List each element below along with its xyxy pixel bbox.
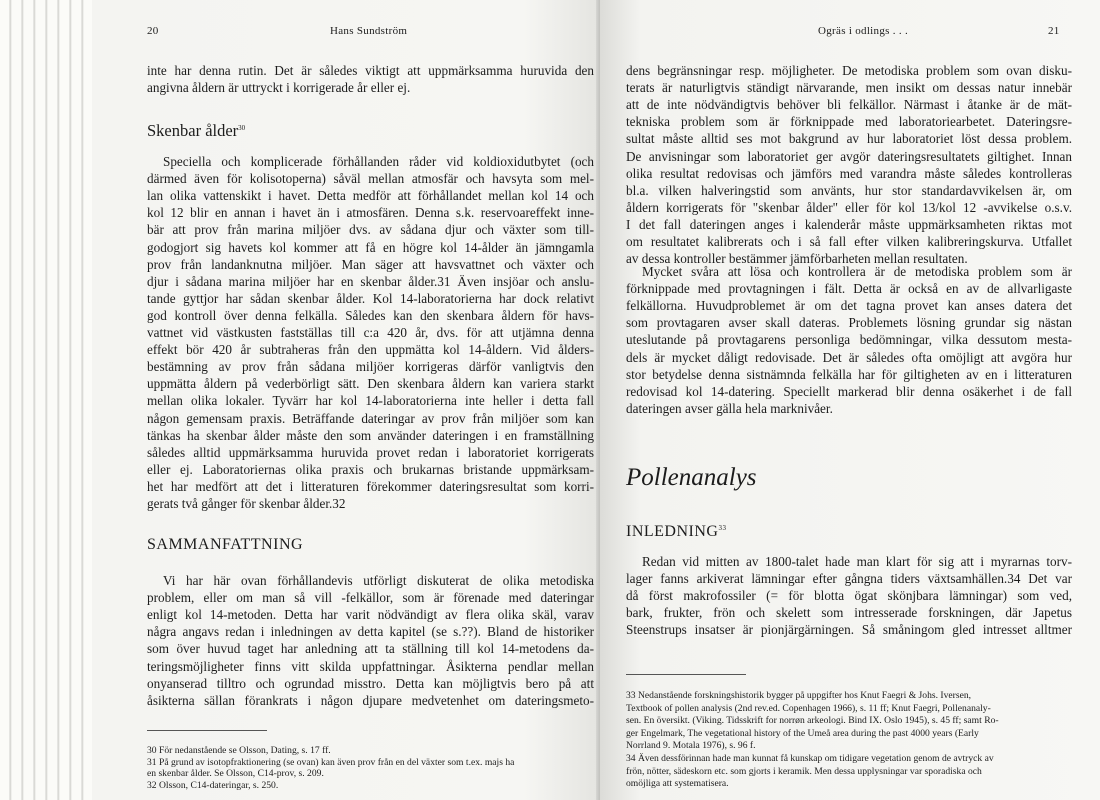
- text-line: förknippade med provtagningen i fält. Detta är också en av de allvarligaste: [626, 281, 1072, 297]
- text-line: om resultatet kalibrerats och i så fall efter vilken kalibreringskurva. Utfallet: [626, 234, 1072, 249]
- section-heading-sammanfattning: SAMMANFATTNING: [147, 536, 304, 553]
- footnote-line: en skenbar ålder. Se Olsson, C14-prov, s. 209.: [147, 768, 324, 780]
- text-line: redovisad kol 14-datering. Speciellt markerad blir denna osäkerhet i de fall: [626, 383, 1072, 399]
- text-line: dateringen avser gälla hela marknivåer.: [626, 400, 833, 416]
- text-line: uteslutande på provtagarens personliga bedömningar, vilka dessutom mesta-: [626, 332, 1072, 348]
- text-line: Vi har här ovan förhållandevis utförligt diskuterat de olika metodiska: [163, 573, 594, 588]
- footnote-line: 30 För nedanstående se Olsson, Dating, s. 17 ff.: [147, 745, 331, 756]
- left-page: [92, 0, 600, 800]
- footnote-line: Textbook of pollen analysis (2nd rev.ed. Copenhagen 1966), s. 11 ff; Knut Faegri, Pollenanaly-: [626, 702, 991, 714]
- text-line: åsikterna sällan förankrats i någon djupare medvetenhet om dateringsmeto-: [147, 692, 594, 708]
- text-line: felkällorna. Huvudproblemet är om det tagna provet kan anses datera det: [626, 298, 1072, 314]
- text-line: bestämning av prov från sådana miljöer korrigeras därför vanligtvis den: [147, 359, 594, 375]
- right-page-number: 21: [1048, 25, 1060, 37]
- text-line: gerats två gånger för skenbar ålder.32: [147, 496, 346, 511]
- text-line: således alltid uppmärksamma huruvida provet redan i laboratoriet korrigerats: [147, 444, 594, 460]
- footnote-line: omöjliga att systematisera.: [626, 778, 729, 790]
- text-line: som över huvud taget har anledning att ta ställning till kol 14-metodens da-: [147, 641, 594, 657]
- heading-text: Skenbar ålder: [147, 121, 239, 140]
- footnote-line: Norrland 9. Motala 1976), s. 96 f.: [626, 740, 756, 752]
- text-line: teringsmöjligheter finns vitt skilda uppfattningar. Åsikterna pendlar mellan: [147, 658, 594, 674]
- text-line: mellan olika lokaler. Tyvärr har kol 14-laboratorierna inte heller i detta fall: [147, 393, 594, 409]
- text-line: lager fanns arkiverat lämningar efter gångna tiders växtsamhällen.34 Det var: [626, 571, 1072, 587]
- footnote-divider: [626, 674, 746, 675]
- text-line: angivna åldern är uttryckt i korrigerade år eller ej.: [147, 80, 411, 95]
- footnote-line: sen. En översikt. (Viking. Tidsskrift for norrøn arkeologi. Bind IX. Oslo 1945), s. 45 ff; samt Ro-: [626, 715, 999, 727]
- text-line: att de inte nödvändigtvis behöver bli felkällor. Närmast i åtanke är de mät-: [626, 97, 1072, 113]
- text-line: kol 12 blir en annan i havet än i atmosfären. Denna s.k. reservoareffekt inne-: [147, 205, 594, 221]
- text-line: god kontroll över denna felkälla. Således kan den skenbara åldern för havs-: [147, 307, 594, 323]
- text-line: uppmätta åldern på vederbörligt sätt. Den skenbara åldern kan variera starkt: [147, 376, 594, 392]
- text-line: onyanserad tilltro och ogrundad misstro. Detta kan möjligtvis bero på att: [147, 675, 594, 691]
- right-page: [600, 0, 1100, 800]
- footnote-line: ger Engelmark, The vegetational history of the Umeå area during the past 4000 years (Early: [626, 727, 979, 739]
- text-line: eller ej. Laboratoriernas olika praxis och brukarnas bristande uppmärksam-: [147, 461, 594, 477]
- text-line: dens begränsningar resp. möjligheter. De metodiska problem som ovan disku-: [626, 63, 1072, 78]
- text-line: Redan vid mitten av 1800-talet hade man klart för sig att i myrarnas torv-: [642, 554, 1072, 569]
- footnote-line: 33 Nedanstående forskningshistorik bygger på uppgifter hos Knut Faegri & Johs. Iversen,: [626, 690, 972, 701]
- left-running-head: Hans Sundström: [330, 25, 408, 37]
- text-line: het har medfört att det i litteraturen förekommer dateringsresultat som korri-: [147, 478, 594, 494]
- footnote-ref: 33: [718, 524, 727, 532]
- text-line: Steenstrups insatser är pionjärgärningen. Så småningom gled intresset alltmer: [626, 622, 1072, 638]
- text-line: Speciella och komplicerade förhållanden råder vid koldioxidutbytet (och: [163, 154, 594, 169]
- text-line: prov från landanknutna miljöer. Man säger att havsvattnet och växter och: [147, 256, 594, 272]
- text-line: av dessa kontroller bestämmer jämförbarheten mellan resultaten.: [626, 251, 968, 267]
- text-line: godogjort sig havets kol kommer att få en högre kol 14-ålder än jämngamla: [147, 239, 594, 255]
- text-line: problem, eller om man så vill -felkällor, som är förenade med dateringar: [147, 590, 594, 606]
- text-line: sultat måste alltid ses mot bakgrund av hur laboratoriet löst dessa problem.: [626, 131, 1072, 147]
- text-line: enligt kol 14-metoden. Detta har varit nödvändigt av flera olika skäl, varav: [147, 607, 594, 623]
- chapter-title: Pollenanalys: [626, 464, 757, 491]
- subheading-inledning: [626, 523, 726, 541]
- text-line: åldern korrigerats för "skenbar ålder" eller för kol 13/kol 12 -avvikelse o.s.v.: [626, 199, 1072, 215]
- footnote-ref: 30: [238, 124, 246, 132]
- text-line: terats är naturligtvis ständigt närvarande, men insikt om dessas natur innebär: [626, 80, 1072, 96]
- text-line: Mycket svåra att lösa och kontrollera är de metodiska problem som är: [642, 264, 1072, 279]
- footnote-line: 31 På grund av isotopfraktionering (se ovan) kan även prov från en del växter som t.ex. majs ha: [147, 756, 515, 768]
- text-line: bl.a. vilken halveringstid som använts, hur stor standardavvikelsen är, om: [626, 182, 1072, 198]
- text-line: tekniska problem som är förknippade med laboratoriearbetet. Dateringsre-: [626, 114, 1072, 130]
- text-line: tänkas ha skenbar ålder måste den som använder dateringen i en framställning: [147, 427, 594, 443]
- text-line: lan olika vattenskikt i havet. Detta medför att förhållandet mellan kol 14 och: [147, 188, 594, 204]
- text-line: olika resultat redovisas och jämförs med varandra måste således kontrolleras: [626, 165, 1072, 181]
- text-line: stor betydelse denna sistnämnda felkälla har för giltigheten av en i litteraturen: [626, 366, 1072, 382]
- text-line: De anvisningar som laboratoriet ger avgör dateringsresultatets giltighet. Innan: [626, 148, 1072, 164]
- text-line: inte har denna rutin. Det är således viktigt att uppmärksamma huruvida den: [147, 63, 594, 78]
- text-line: dels är mycket dåligt redovisade. Det är således ofta omöjligt att avgöra hur: [626, 349, 1072, 365]
- section-heading-skenbar-alder: [147, 121, 245, 141]
- text-line: vattnet vid västkusten fastställas till c:a 420 år, dvs. för att utjämna denna: [147, 325, 594, 340]
- text-line: djur i sådana marina miljöer har en skenbar ålder.31 Även insjöar och anslu-: [147, 273, 594, 289]
- text-line: I det fall dateringen anges i kalenderår måste uppmärksamheten riktas mot: [626, 216, 1072, 232]
- footnote-line: frön, nötter, sädeskorn etc. som gjorts i keramik. Men dessa upplysningar var sporadiska och: [626, 765, 982, 777]
- subheading-text: INLEDNING: [626, 523, 719, 540]
- text-line: någon gemensam praxis. Beträffande dateringar av prov från miljöer som kan: [147, 410, 594, 426]
- footnote-line: 32 Olsson, C14-dateringar, s. 250.: [147, 779, 279, 791]
- left-page-number: 20: [147, 25, 159, 37]
- text-line: bark, frukter, frön och skelett som intresserade forskningen, där Japetus: [626, 605, 1072, 621]
- text-line: några angavs redan i inledningen av detta kapitel (se s.??). Bland de historiker: [147, 624, 594, 640]
- text-line: därmed även för kolisotoperna) såväl mellan atmosfär och havsyta som mel-: [147, 171, 594, 187]
- text-line: som provtagaren avser skall dateras. Problemets lösning grundar sig nästan: [626, 315, 1072, 331]
- footnote-line: 34 Även dessförinnan hade man kunnat få kunskap om tidigare vegetation genom de avtryck av: [626, 753, 994, 764]
- footnote-divider: [147, 730, 267, 731]
- text-line: effekt bör 420 år subtraheras från den uppmätta kol 14-åldern. Vid ålders-: [147, 342, 594, 358]
- right-running-head: Ogräs i odlings . . .: [818, 25, 909, 37]
- text-line: bär att prov från marina miljöer dvs. av sådana djur och växter som till-: [147, 222, 594, 238]
- text-line: tande gyttjor har sådan skenbar ålder. Kol 14-laboratorierna har dock relativt: [147, 290, 594, 306]
- text-line: då först makrofossiler (= för blotta ögat skönjbara lämningar) som ved,: [626, 588, 1072, 604]
- page-edge-stack: [0, 0, 92, 800]
